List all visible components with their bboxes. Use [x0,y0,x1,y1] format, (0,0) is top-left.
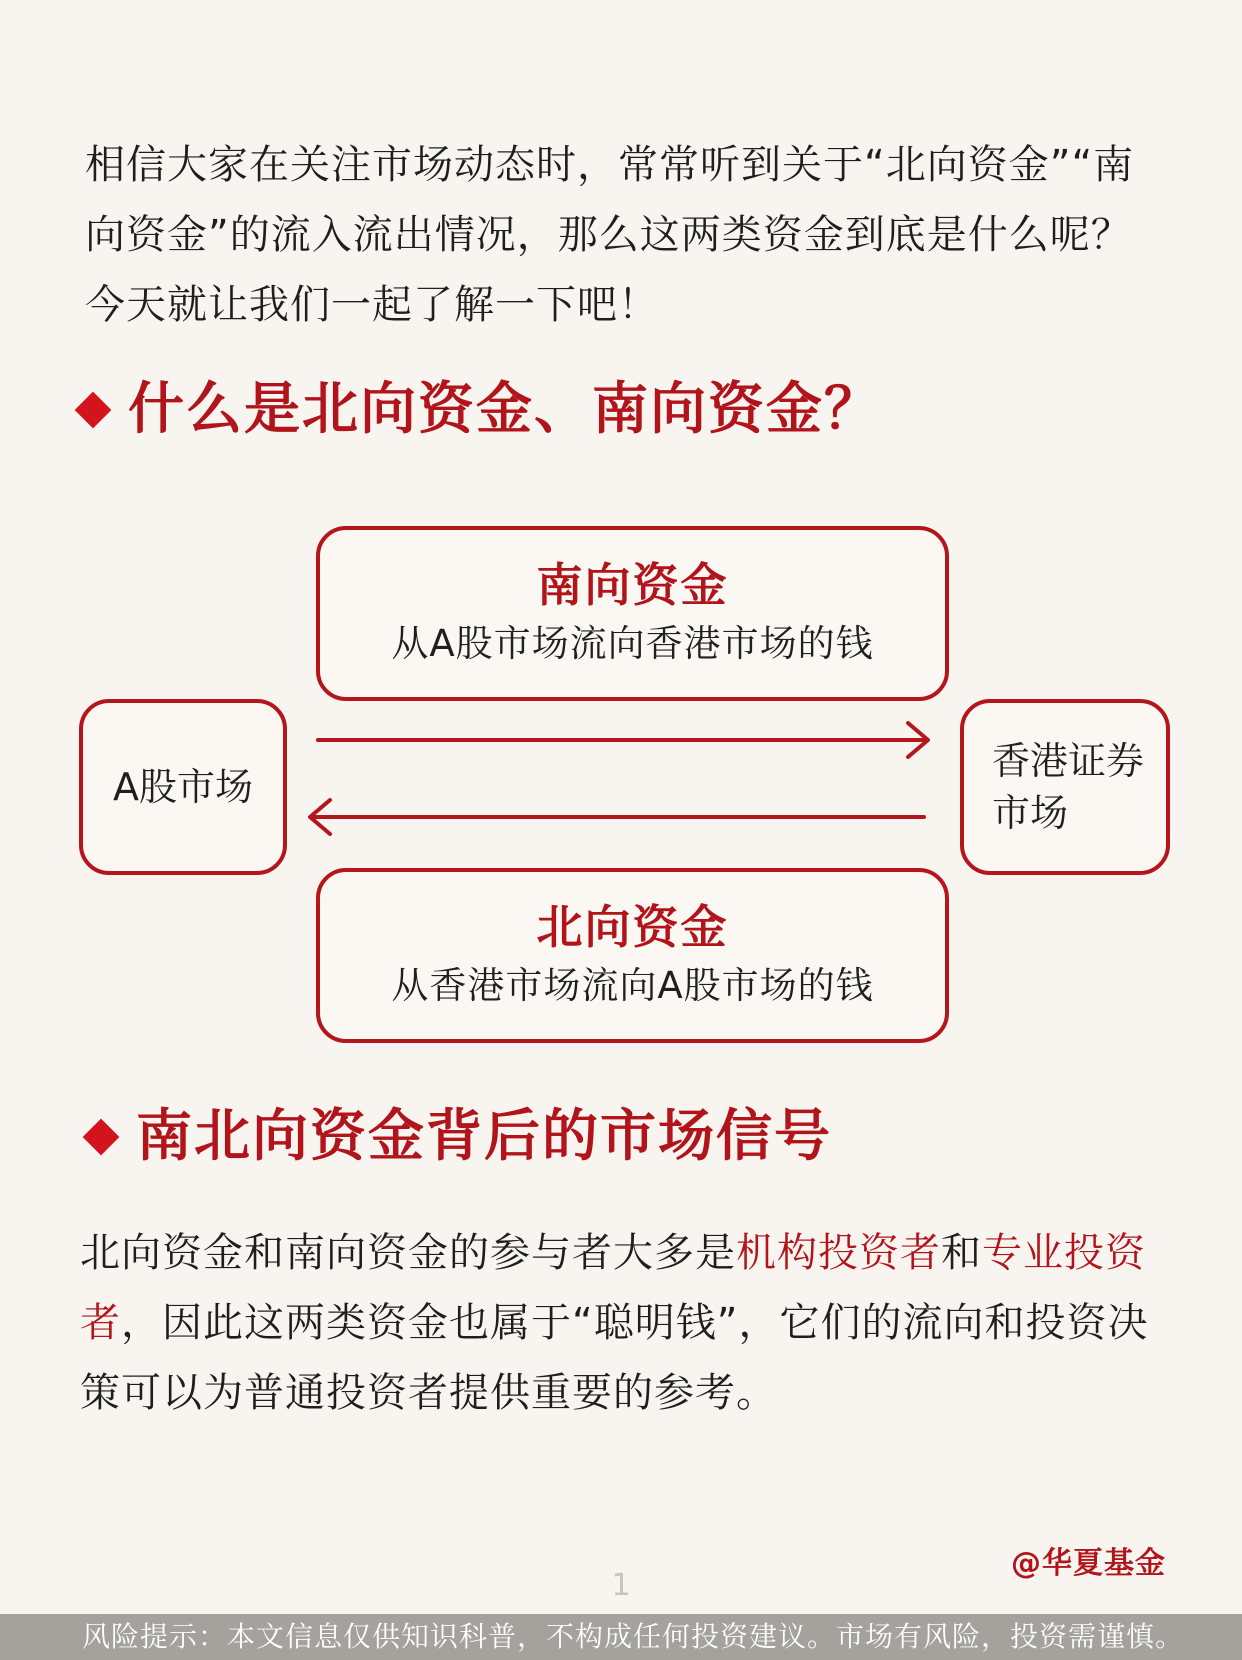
paragraph-text: 和 [941,1230,982,1276]
right-arrow-icon [318,723,928,757]
diamond-bullet-icon [75,392,112,429]
intro-paragraph: 相信大家在关注市场动态时，常常听到关于“北向资金”“南向资金”的流入流出情况，那么这两类资金到底是什么呢？今天就让我们一起了解一下吧！ [85,142,1135,328]
southbound-box [316,526,949,701]
brand-watermark: @华夏基金 [1011,1546,1166,1581]
southbound-title: 南向资金 [536,557,729,612]
northbound-description: 从香港市场流向A股市场的钱 [391,963,874,1007]
a-share-market-label: A股市场 [113,765,253,809]
section-heading-market-signal [88,1102,832,1172]
page-number: 1 [611,1568,631,1603]
highlight-professional-investors: 专业投资者 [80,1230,1146,1346]
a-share-market-box [79,699,287,875]
hk-market-box [960,699,1170,875]
northbound-box [316,868,949,1043]
section-heading-what-is [80,375,882,445]
diamond-bullet-icon [83,1119,120,1156]
risk-disclaimer: 风险提示：本文信息仅供知识科普，不构成任何投资建议。市场有风险，投资需谨慎。 [82,1620,1185,1653]
left-arrow-icon [310,800,924,834]
disclaimer-bar [0,1614,1242,1660]
northbound-title: 北向资金 [536,899,729,954]
hk-market-label-line1: 香港证券 [992,739,1145,783]
section-heading-text: 什么是北向资金、南向资金？ [128,377,882,442]
hk-market-label-line2: 市场 [992,791,1069,835]
paragraph-text: ，因此这两类资金也属于“聪明钱”，它们的流向和投资决策可以为普通投资者提供重要的参考。 [80,1300,1149,1416]
section-heading-text: 南北向资金背后的市场信号 [136,1104,832,1169]
market-signal-paragraph [80,1218,1170,1428]
paragraph-text: 北向资金和南向资金的参与者大多是 [80,1230,736,1276]
southbound-description: 从A股市场流向香港市场的钱 [391,621,874,665]
highlight-institutional-investors: 机构投资者 [736,1230,941,1276]
